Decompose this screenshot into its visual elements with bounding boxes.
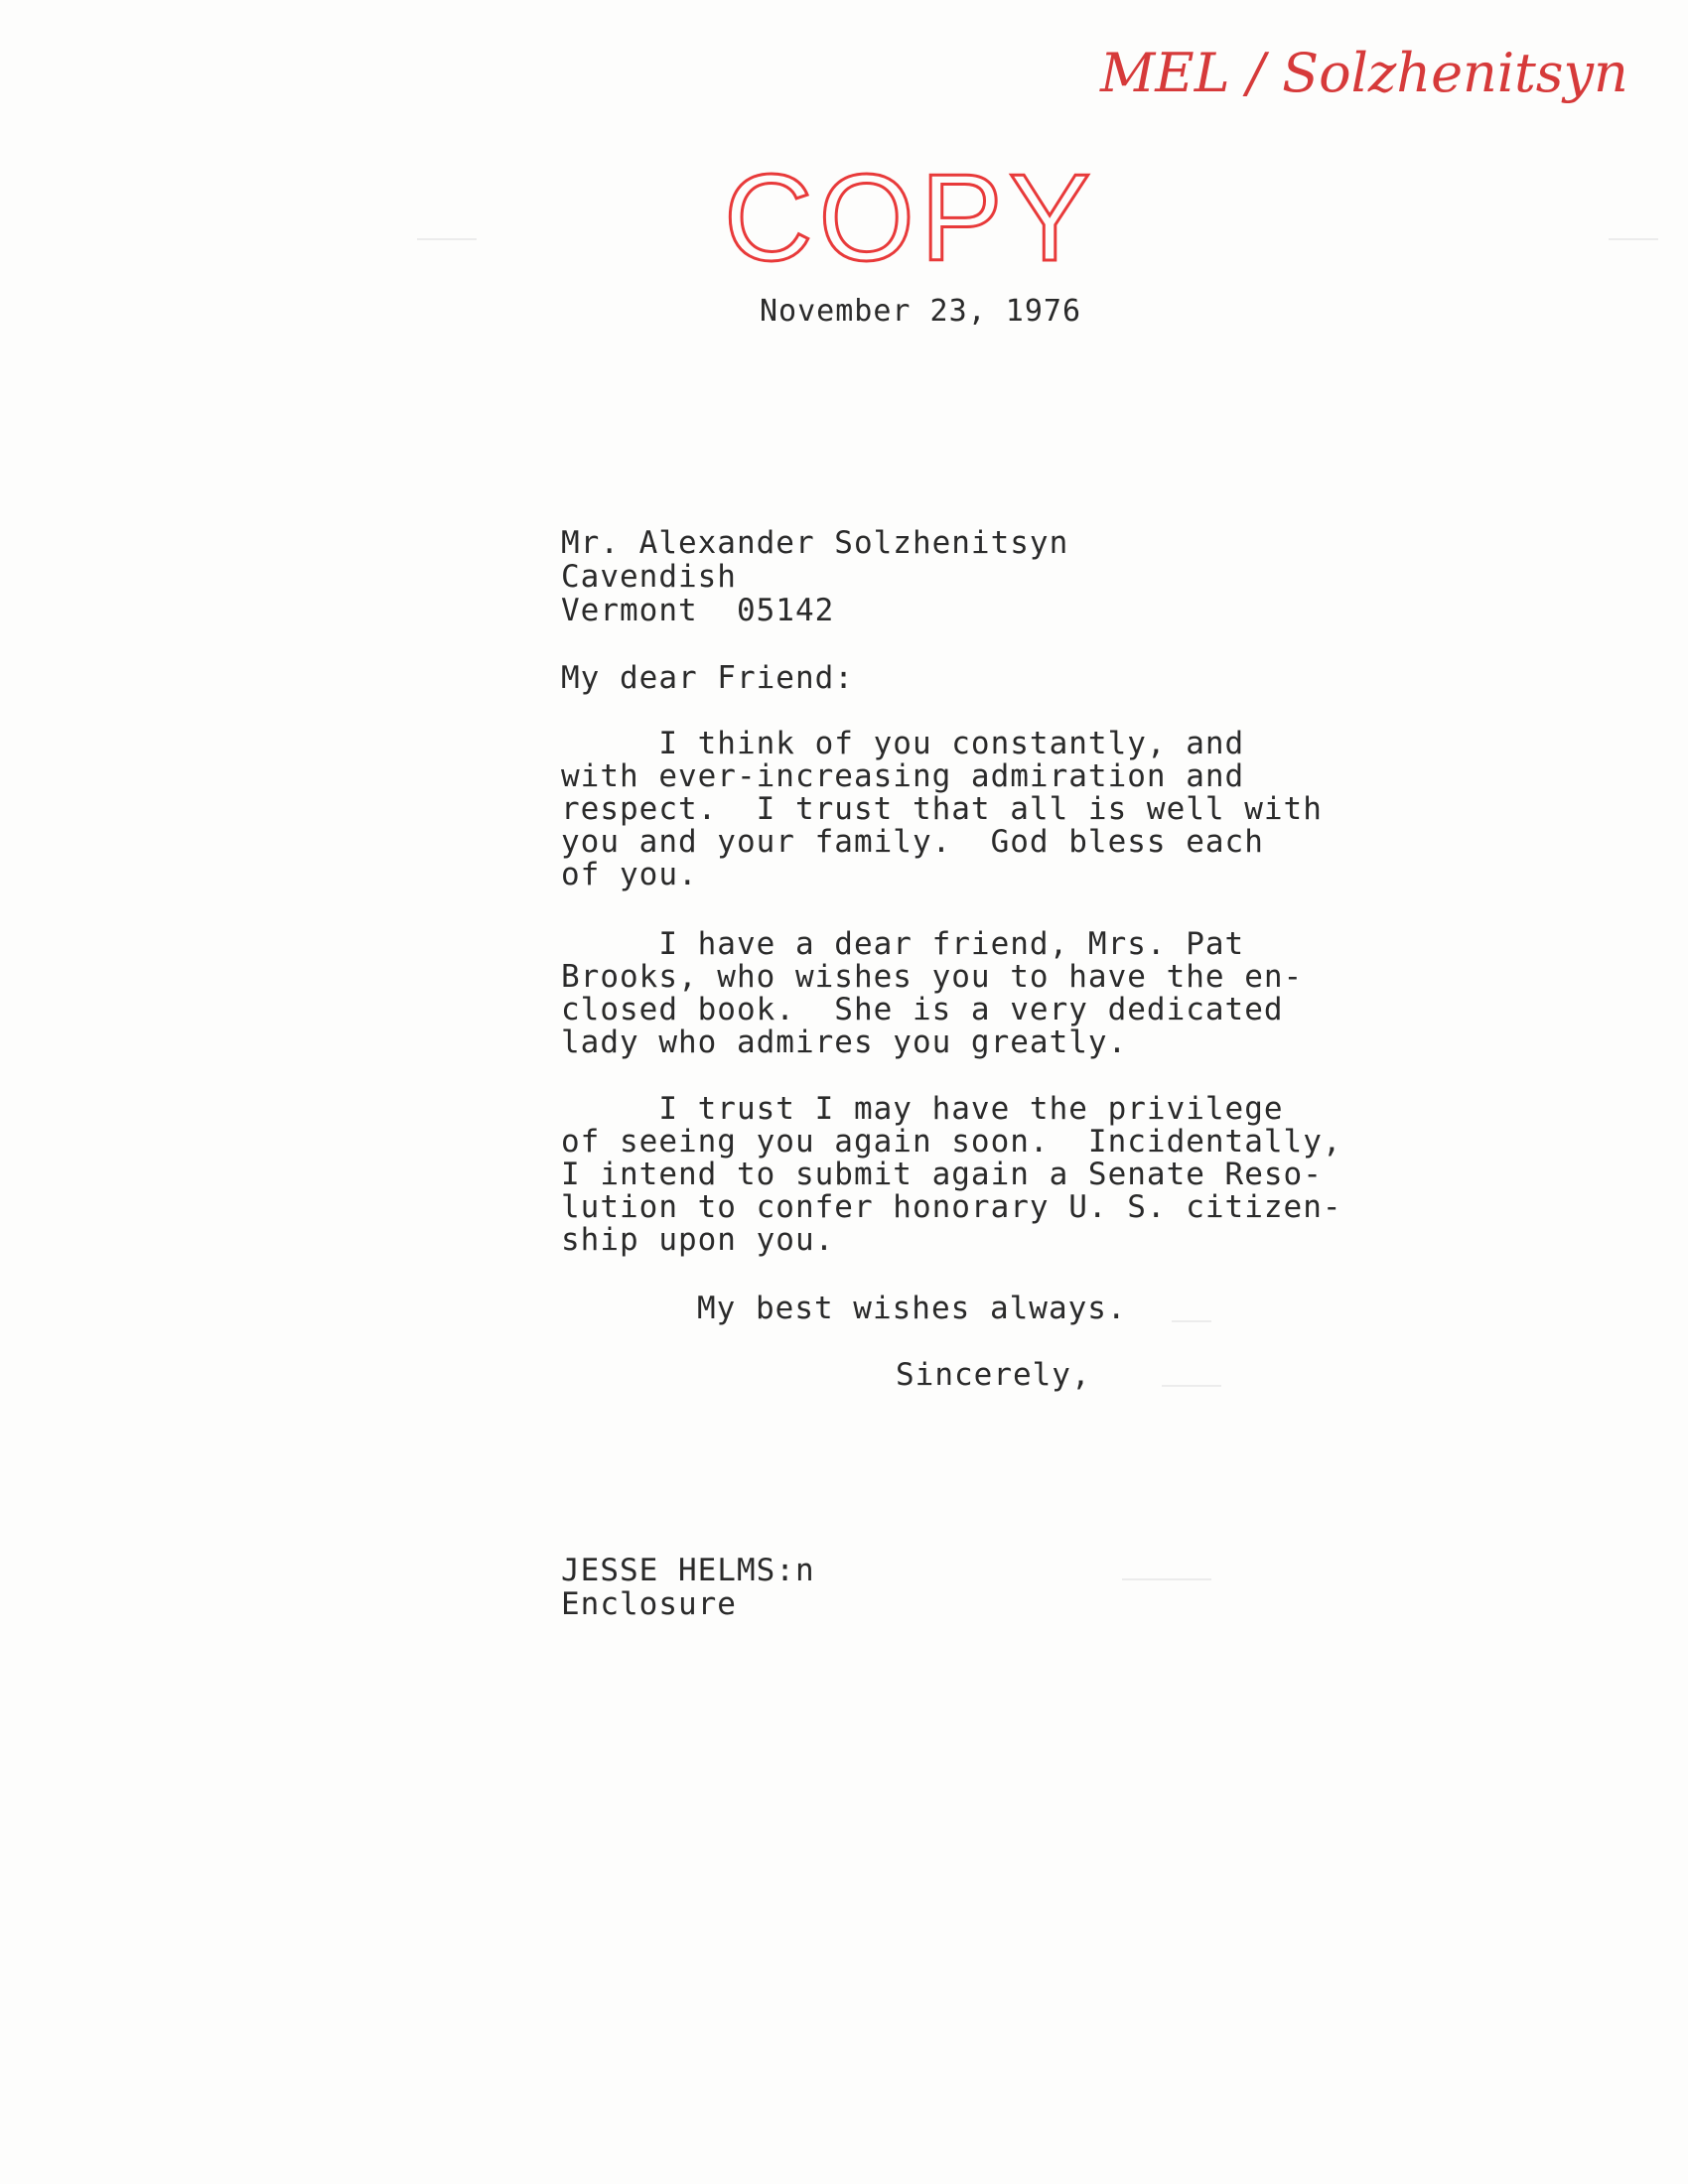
recipient-name: Mr. Alexander Solzhenitsyn: [561, 525, 1069, 561]
recipient-state-zip: Vermont 05142: [561, 593, 835, 628]
closing-sign: Sincerely,: [896, 1357, 1091, 1393]
letter-date: November 23, 1976: [760, 294, 1082, 329]
paragraph-line: I think of you constantly, and: [561, 726, 1245, 761]
paragraph-line: Brooks, who wishes you to have the en-: [561, 959, 1304, 995]
body-paragraph-2: [561, 928, 1303, 1059]
recipient-address: [561, 526, 1068, 627]
scan-artifact: [1609, 238, 1658, 240]
paragraph-line: lady who admires you greatly.: [561, 1024, 1128, 1060]
paragraph-line: closed book. She is a very dedicated: [561, 992, 1284, 1027]
scan-artifact: [1122, 1578, 1211, 1580]
body-paragraph-3: [561, 1093, 1342, 1257]
typist-initials: JESSE HELMS:n: [561, 1553, 815, 1588]
paragraph-line: ship upon you.: [561, 1222, 835, 1258]
handwritten-filing-note: [1092, 20, 1628, 129]
paragraph-line: I have a dear friend, Mrs. Pat: [561, 926, 1245, 962]
paragraph-line: with ever-increasing admiration and: [561, 758, 1245, 794]
scan-artifact: [1162, 1385, 1221, 1387]
paragraph-line: I intend to submit again a Senate Reso-: [561, 1157, 1323, 1192]
handwritten-note-text: MEL / Solzhenitsyn: [1100, 42, 1628, 104]
enclosure-note: Enclosure: [561, 1586, 737, 1622]
paragraph-line: I trust I may have the privilege: [561, 1091, 1284, 1127]
paragraph-line: you and your family. God bless each: [561, 824, 1264, 860]
scan-artifact: [1172, 1320, 1211, 1322]
paragraph-line: lution to confer honorary U. S. citizen-: [561, 1189, 1342, 1225]
body-paragraph-1: [561, 728, 1323, 891]
recipient-town: Cavendish: [561, 559, 737, 595]
salutation: My dear Friend:: [561, 660, 854, 696]
paragraph-line: respect. I trust that all is well with: [561, 791, 1323, 827]
closing-wishes: My best wishes always.: [697, 1291, 1127, 1326]
copy-stamp-text: COPY: [724, 150, 1097, 287]
copy-stamp: [720, 149, 1137, 287]
paragraph-line: of you.: [561, 857, 698, 892]
scan-artifact: [417, 238, 477, 240]
signoff-block: [561, 1554, 815, 1621]
paragraph-line: of seeing you again soon. Incidentally,: [561, 1124, 1342, 1160]
